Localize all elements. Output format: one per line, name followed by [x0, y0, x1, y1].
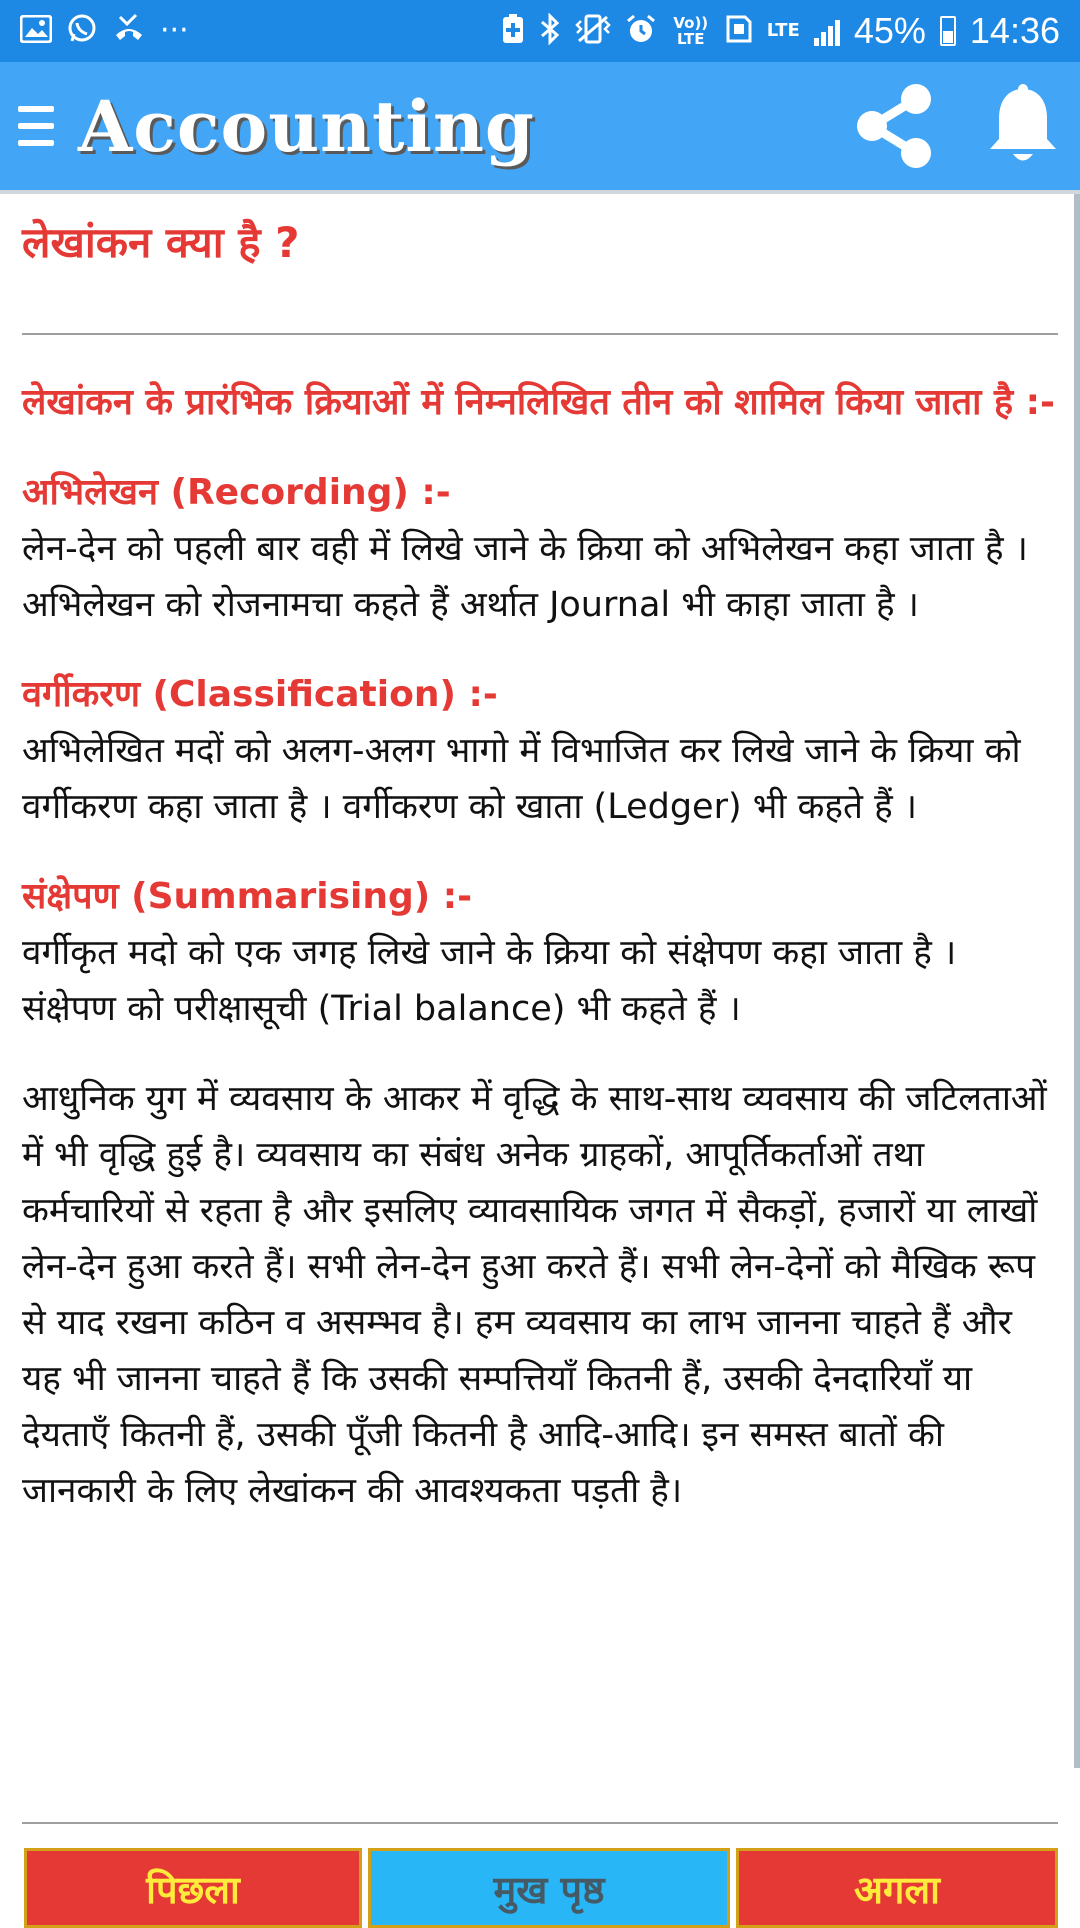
battery-percent: 45%	[853, 10, 926, 51]
intro-heading: लेखांकन के प्रारंभिक क्रियाओं में निम्नलिखित तीन को शामिल किया जाता है :-	[22, 382, 1055, 423]
status-bar	[0, 0, 1080, 62]
section-heading-summarising: संक्षेपण (Summarising) :-	[22, 876, 473, 917]
bottom-divider	[22, 1822, 1058, 1824]
missed-call-icon	[112, 13, 146, 49]
app-bar-shadow	[0, 190, 1080, 194]
vibrate-icon	[575, 13, 611, 49]
next-button[interactable]: अगला	[736, 1848, 1058, 1928]
home-page-button[interactable]: मुख पृष्ठ	[368, 1848, 730, 1928]
battery-icon	[940, 16, 956, 46]
data-icon	[725, 14, 753, 48]
gallery-icon	[20, 15, 52, 47]
section-heading-classification: वर्गीकरण (Classification) :-	[22, 674, 498, 715]
signal-icon	[814, 16, 840, 46]
status-bar-left	[20, 13, 189, 49]
scrollbar[interactable]	[1074, 194, 1080, 1768]
section-text-summarising: वर्गीकृत मदो को एक जगह लिखे जाने के क्रिया को संक्षेपण कहा जाता है । संक्षेपण को परीक्षासूची (Trial balance) भी कहते हैं ।	[22, 933, 957, 1029]
app-bar-actions	[850, 81, 1062, 171]
app-bar	[0, 62, 1080, 190]
lte-icon: LTE	[766, 20, 800, 41]
alarm-icon	[625, 13, 657, 49]
share-icon[interactable]	[850, 81, 940, 171]
bluetooth-icon	[539, 13, 561, 49]
previous-button[interactable]: पिछला	[24, 1848, 362, 1928]
section-heading-recording: अभिलेखन (Recording) :-	[22, 472, 451, 513]
article-content	[22, 205, 1058, 1519]
whatsapp-icon	[66, 13, 98, 49]
clock: 14:36	[969, 10, 1060, 51]
more-notifications-icon: ···	[160, 13, 189, 48]
closing-paragraph: आधुनिक युग में व्यवसाय के आकर में वृद्धि के साथ-साथ व्यवसाय की जटिलताओं में भी वृद्धि हुई है। व्यवसाय का संबंध अनेक ग्राहकों, आपूर्तिकर्ताओं तथा कर्मचारियों से रहता है और इसलिए व्यावसायिक जगत में सैकड़ों, हजारों या लाखों लेन-देन हुआ करते हैं। सभी लेन-देन हुआ करते हैं। सभी लेन-देनों को मैखिक रूप से याद रखना कठिन व असम्भव है। हम व्यवसाय का लाभ जानना चाहते हैं और यह भी जानना चाहते हैं कि उसकी सम्पत्तियाँ कितनी हैं, उसकी देनदारियाँ या देयताएँ कितनी हैं, उसकी पूँजी कितनी है आदि-आदि। इन समस्त बातों की जानकारी के लिए लेखांकन की आवश्यकता पड़ती है।	[22, 1079, 1047, 1511]
section-text-classification: अभिलेखित मदों को अलग-अलग भागो में विभाजित कर लिखे जाने के क्रिया को वर्गीकरण कहा जाता है । वर्गीकरण को खाता (Ledger) भी कहते हैं ।	[22, 731, 1021, 827]
battery-saver-icon	[501, 13, 525, 49]
bell-icon[interactable]	[984, 83, 1062, 169]
page-title: लेखांकन क्या है ?	[22, 218, 300, 267]
menu-icon[interactable]	[18, 106, 54, 146]
volte-icon: Vo)) LTE	[673, 14, 709, 48]
app-title: Accounting	[78, 84, 535, 168]
section-text-recording: लेन-देन को पहली बार वही में लिखे जाने के क्रिया को अभिलेखन कहा जाता है । अभिलेखन को रोजनामचा कहते हैं अर्थात Journal भी काहा जाता है ।	[22, 529, 1028, 625]
status-bar-right	[501, 10, 1060, 52]
